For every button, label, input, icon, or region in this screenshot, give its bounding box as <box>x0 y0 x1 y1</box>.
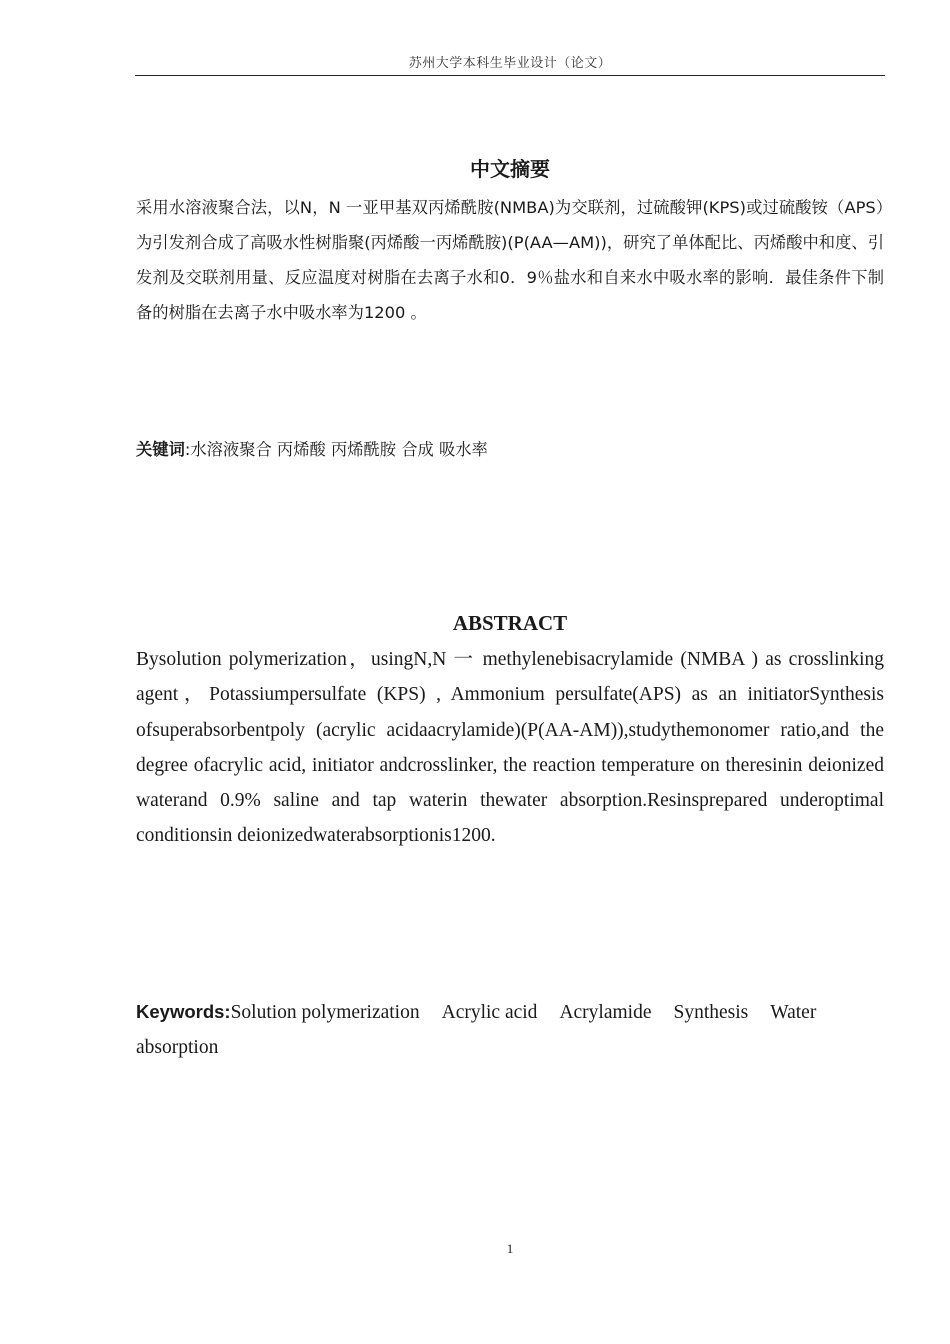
chinese-keywords-text: :水溶液聚合 丙烯酸 丙烯酰胺 合成 吸水率 <box>184 440 488 459</box>
page-header-title: 苏州大学本科生毕业设计（论文） <box>408 56 612 71</box>
english-abstract-body: Bysolution polymerization，usingN,N 一 methylenebisacrylamide (NMBA ) as crosslinking agent，Potassiumpersulfate (KPS) , Ammonium persulfate(APS) as an initiatorSynthesis ofsuperabsorbentpoly (acrylic acidaacrylamide)(P(AA-AM)),studythemonomer ratio,and the degree ofacrylic acid, initiator andcrosslinker, the reaction temperature on theresinin deionized waterand 0.9% saline and tap waterin thewater absorption.Resinsprepared underoptimal conditionsin deionizedwaterabsorptionis1200. <box>136 649 884 847</box>
chinese-abstract-body: 采用水溶液聚合法，以N，N 一亚甲基双丙烯酰胺(NMBA)为交联剂，过硫酸钾(KPS)或过硫酸铵（APS）为引发剂合成了高吸水性树脂聚(丙烯酸一丙烯酰胺)(P(AA—AM))，研究了单体配比、丙烯酸中和度、引发剂及交联剂用量、反应温度对树脂在去离子水和0．9％盐水和自来水中吸水率的影响．最佳条件下制备的树脂在去离子水中吸水率为1200 。 <box>136 198 884 322</box>
keyword-item: Solution polymerization <box>230 1002 420 1023</box>
keyword-item: Synthesis <box>673 1002 749 1023</box>
english-keywords-label: Keywords: <box>136 1001 231 1022</box>
page-number: 1 <box>506 1241 514 1256</box>
chinese-keywords-label: 关键词 <box>136 440 185 459</box>
english-abstract-title: ABSTRACT <box>452 611 568 635</box>
keyword-item: Acrylic acid <box>441 1002 538 1023</box>
header-divider <box>135 75 885 76</box>
keyword-item: Acrylamide <box>559 1002 652 1023</box>
chinese-abstract-title: 中文摘要 <box>470 157 550 181</box>
keyword-item: Water absorption <box>136 1002 817 1058</box>
chinese-keywords <box>136 436 884 464</box>
english-keywords <box>136 994 884 1065</box>
